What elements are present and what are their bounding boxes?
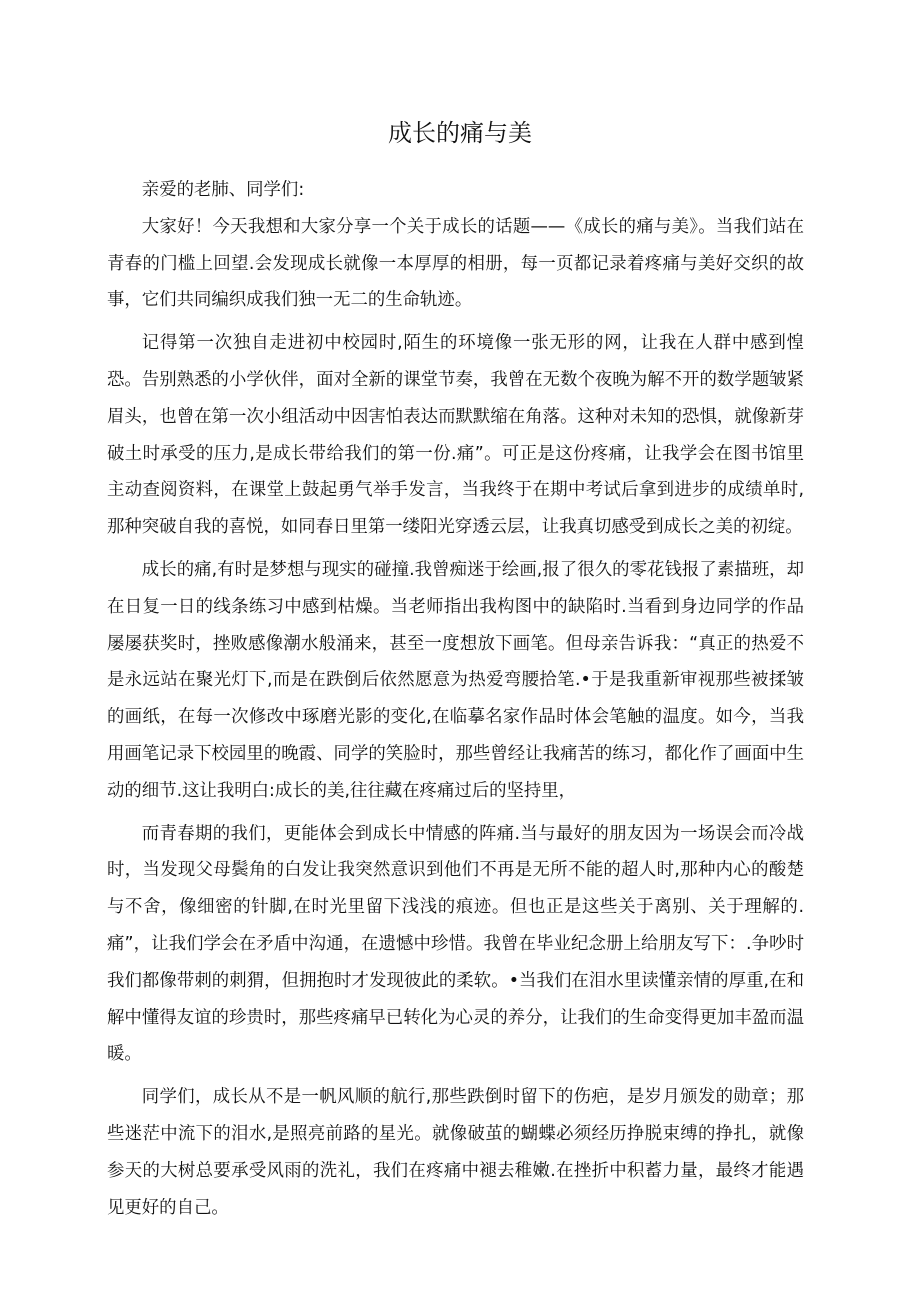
paragraph-painting: 成长的痛,有时是梦想与现实的碰撞.我曾痴迷于绘画,报了很久的零花钱报了素描班，却在日复一日的线条练习中感到枯燥。当老师指出我构图中的缺陷时.当看到身边同学的作品屡屡获奖时，挫败感像潮水般涌来，甚至一度想放下画笔。但母亲告诉我：“真正的热爱不是永远站在聚光灯下,而是在跌倒后依然愿意为热爱弯腰拾笔.•于是我重新审视那些被揉皱的画纸，在每一次修改中琢磨光影的变化,在临摹名家作品时体会笔触的温度。如今，当我用画笔记录下校园里的晚霞、同学的笑脸时，那些曾经让我痛苦的练习，都化作了画面中生动的细节.这让我明白:成长的美,往往藏在疼痛过后的坚持里， <box>107 559 804 801</box>
greeting-line: 亲爱的老肺、同学们: <box>141 180 305 200</box>
paragraph-emotions: 而青春期的我们，更能体会到成长中情感的阵痛.当与最好的朋友因为一场误会而冷战时，当发现父母鬓角的白发让我突然意识到他们不再是无所不能的超人时,那种内心的酸楚与不舍，像细密的针脚,在时光里留下浅浅的痕迹。但也正是这些关于离别、关于理解的.痛”，让我们学会在矛盾中沟通，在遗憾中珍惜。我曾在毕业纪念册上给朋友写下：.争吵时我们都像带刺的刺猬，但拥抱时才发现彼此的柔软。•当我们在泪水里读懂亲情的厚重,在和解中懂得友谊的珍贵时，那些疼痛早已转化为心灵的养分，让我们的生命变得更加丰盈而温暖。 <box>107 823 804 1065</box>
paragraph-intro: 大家好！今天我想和大家分享一个关于成长的话题——《成长的痛与美》。当我们站在青春的门槛上回望.会发现成长就像一本厚厚的相册，每一页都记录着疼痛与美好交织的故事，它们共同编织成我们独一无二的生命轨迹。 <box>107 216 804 311</box>
paragraph-conclusion: 同学们，成长从不是一帆风顺的航行,那些跌倒时留下的伤疤，是岁月颁发的勋章；那些迷茫中流下的泪水,是照亮前路的星光。就像破茧的蝴蝶必须经历挣脱束缚的挣扎，就像参天的大树总要承受风雨的洗礼，我们在疼痛中褪去稚嫩.在挫折中积蓄力量，最终才能遇见更好的自己。 <box>107 1087 804 1218</box>
paragraph-first-day: 记得第一次独自走进初中校园时,陌生的环境像一张无形的网，让我在人群中感到惶恐。告别熟悉的小学伙伴，面对全新的课堂节奏，我曾在无数个夜晚为解不开的数学题皱紧眉头，也曾在第一次小组活动中因害怕表达而默默缩在角落。这种对未知的恐惧，就像新芽破土时承受的压力,是成长带给我们的第一份.痛”。可正是这份疼痛，让我学会在图书馆里主动查阅资料，在课堂上鼓起勇气举手发言，当我终于在期中考试后拿到进步的成绩单时,那种突破自我的喜悦，如同春日里第一缕阳光穿透云层，让我真切感受到成长之美的初绽。 <box>107 333 804 538</box>
document-body <box>107 172 804 1226</box>
page-title: 成长的痛与美 <box>388 119 532 147</box>
